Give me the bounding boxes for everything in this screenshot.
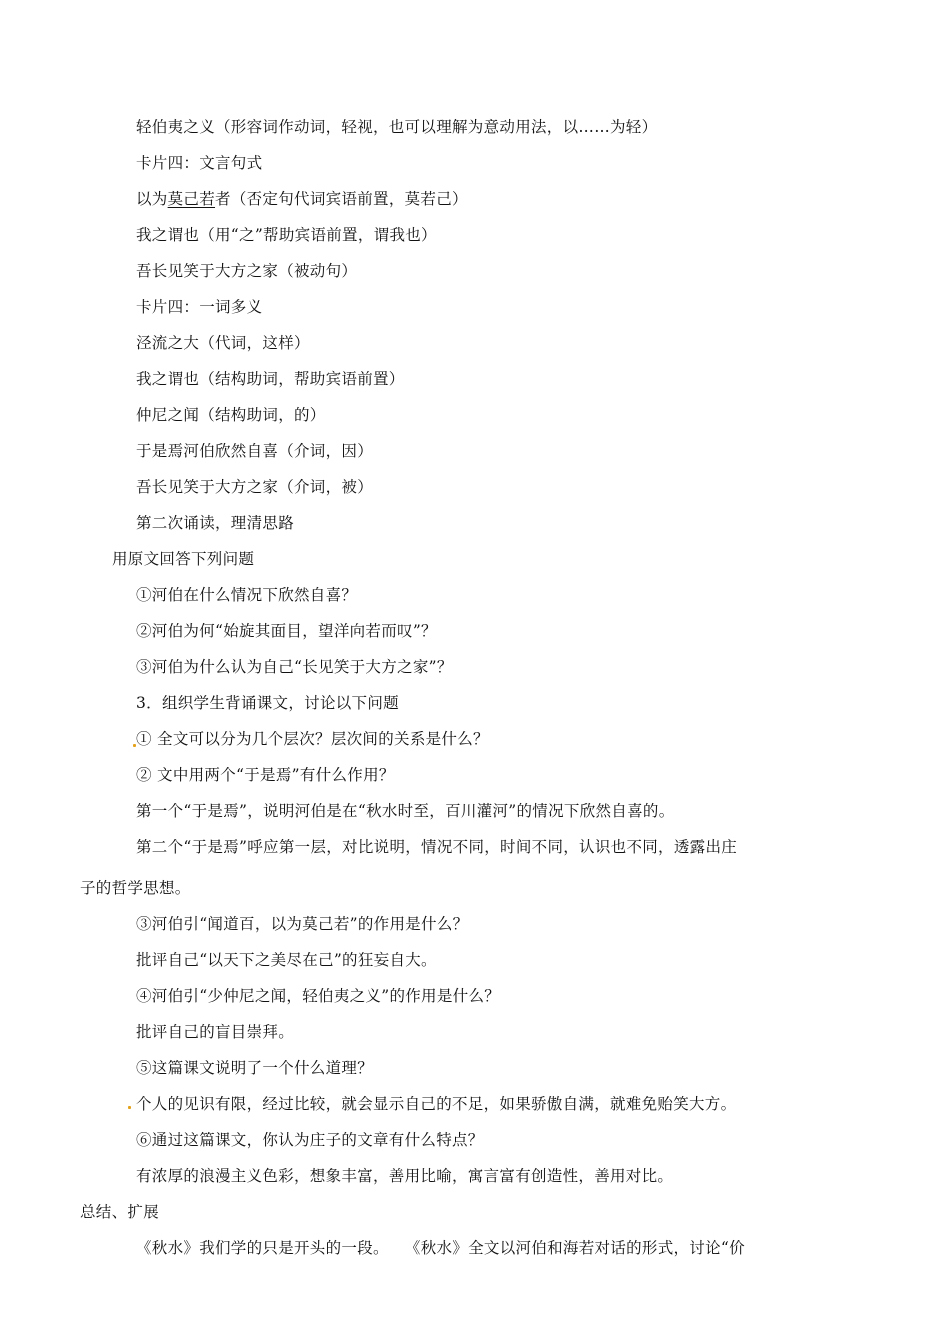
text-line: 泾流之大（代词，这样） <box>136 334 310 352</box>
question: ①河伯在什么情况下欣然自喜？ <box>136 586 358 604</box>
marker-dot <box>133 744 136 747</box>
answer: 批评自己的盲目崇拜。 <box>136 1023 295 1041</box>
section-heading: 第二次诵读，理清思路 <box>136 514 295 532</box>
card-heading: 卡片四：文言句式 <box>136 154 263 172</box>
text-line: 吾长见笑于大方之家（被动句） <box>136 262 358 280</box>
answer: 第二个“于是焉”呼应第一层，对比说明，情况不同，时间不同，认识也不同，透露出庄 <box>136 838 738 856</box>
answer-continuation: 子的哲学思想。 <box>80 879 191 897</box>
section-heading: 总结、扩展 <box>80 1203 160 1221</box>
section-heading: 3．组织学生背诵课文，讨论以下问题 <box>136 694 399 712</box>
text-line: 于是焉河伯欣然自喜（介词，因） <box>136 442 374 460</box>
marker-dot <box>128 1106 131 1109</box>
answer: 第一个“于是焉”，说明河伯是在“秋水时至，百川灌河”的情况下欣然自喜的。 <box>136 802 675 820</box>
text-segment: 者（否定句代词宾语前置，莫若己） <box>215 190 468 208</box>
answer: 批评自己“以天下之美尽在己”的狂妄自大。 <box>136 951 437 969</box>
question: ⑥通过这篇课文，你认为庄子的文章有什么特点？ <box>136 1131 484 1149</box>
question: ③河伯为什么认为自己“长见笑于大方之家”？ <box>136 658 453 676</box>
text-line: 我之谓也（结构助词，帮助宾语前置） <box>136 370 405 388</box>
text-line: 我之谓也（用“之”帮助宾语前置，谓我也） <box>136 226 437 244</box>
question: ②河伯为何“始旋其面目，望洋向若而叹”？ <box>136 622 437 640</box>
question: ④河伯引“少仲尼之闻，轻伯夷之义”的作用是什么？ <box>136 987 501 1005</box>
text-line <box>136 189 468 209</box>
text-line: 《秋水》我们学的只是开头的一段。 《秋水》全文以河伯和海若对话的形式，讨论“价 <box>136 1239 745 1257</box>
text-segment: 以为 <box>136 190 168 208</box>
answer: 个人的见识有限，经过比较，就会显示自己的不足，如果骄傲自满，就难免贻笑大方。 <box>136 1095 737 1113</box>
question: ③河伯引“闻道百，以为莫己若”的作用是什么？ <box>136 915 469 933</box>
text-line: 吾长见笑于大方之家（介词，被） <box>136 478 374 496</box>
question: ② 文中用两个“于是焉”有什么作用？ <box>136 766 395 784</box>
question: ① 全文可以分为几个层次？层次间的关系是什么？ <box>136 730 489 748</box>
answer: 有浓厚的浪漫主义色彩，想象丰富，善用比喻，寓言富有创造性，善用对比。 <box>136 1167 674 1185</box>
card-heading: 卡片四：一词多义 <box>136 298 263 316</box>
section-heading: 用原文回答下列问题 <box>112 550 255 568</box>
text-line: 仲尼之闻（结构助词，的） <box>136 406 326 424</box>
question: ⑤这篇课文说明了一个什么道理？ <box>136 1059 374 1077</box>
underlined-phrase: 莫己若 <box>167 190 216 208</box>
text-line: 轻伯夷之义（形容词作动词，轻视，也可以理解为意动用法，以……为轻） <box>136 118 658 136</box>
